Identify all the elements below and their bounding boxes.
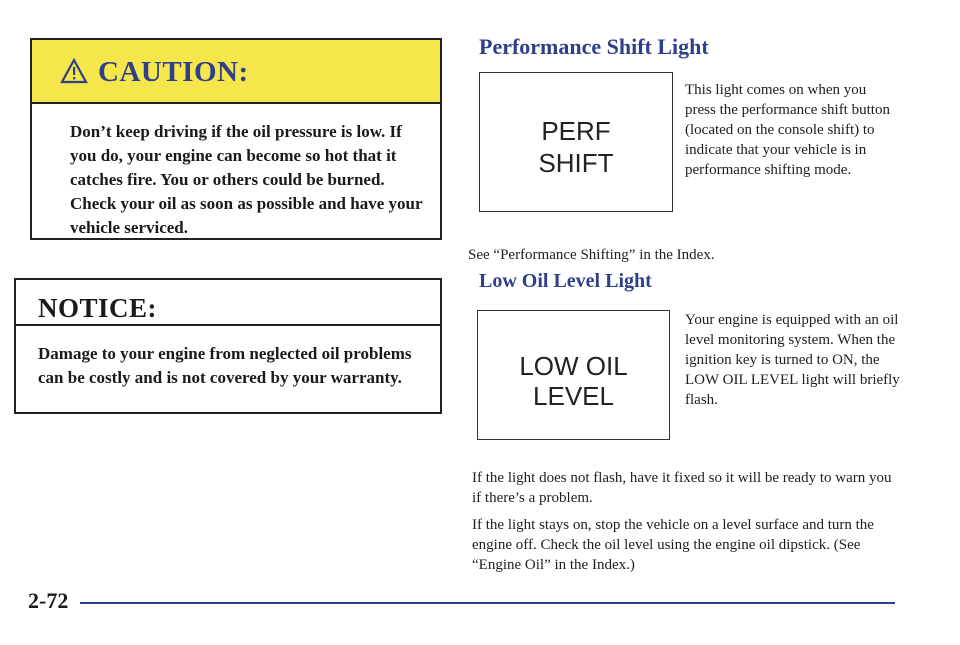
low-oil-lamp-line2: LEVEL	[533, 381, 614, 411]
warning-triangle-icon	[60, 58, 88, 84]
notice-divider	[16, 324, 440, 326]
caution-banner	[32, 40, 440, 104]
notice-title: NOTICE:	[38, 293, 158, 323]
caution-title: CAUTION:	[98, 56, 249, 88]
low-oil-paragraph-2: If the light stays on, stop the vehicle on a level surface and turn the engine off. Check the oil level using the engine oil dipstick. (See “Engine Oil” in the Index.)	[472, 517, 874, 573]
performance-shift-see-also: See “Performance Shifting” in the Index.	[468, 247, 715, 263]
low-oil-heading: Low Oil Level Light	[479, 270, 652, 292]
low-oil-paragraph-1: If the light does not flash, have it fixed so it will be ready to warn you if there’s a problem.	[472, 470, 892, 506]
performance-shift-heading: Performance Shift Light	[479, 34, 709, 59]
caution-text: Don’t keep driving if the oil pressure is low. If you do, your engine can become so hot that it catches fire. You or others could be burned. Check your oil as soon as possible and have your vehicle serviced.	[70, 122, 423, 237]
low-oil-description: Your engine is equipped with an oil level monitoring system. When the ignition key is turned to ON, the LOW OIL LEVEL light will briefly flash.	[685, 312, 900, 408]
perf-shift-lamp-label	[480, 115, 672, 179]
perf-shift-lamp	[479, 72, 673, 212]
notice-box	[14, 278, 442, 414]
low-oil-lamp-line1: LOW OIL	[519, 351, 628, 381]
low-oil-lamp	[477, 310, 670, 440]
footer-rule	[80, 602, 895, 604]
page-number: 2-72	[28, 588, 69, 613]
notice-text: Damage to your engine from neglected oil problems can be costly and is not covered by your warranty.	[38, 344, 412, 387]
performance-shift-description: This light comes on when you press the performance shift button (located on the console shift) to indicate that your vehicle is in performance shifting mode.	[685, 82, 890, 178]
caution-box	[30, 38, 442, 240]
perf-shift-lamp-line2: SHIFT	[538, 148, 614, 178]
perf-shift-lamp-line1: PERF	[541, 116, 611, 146]
low-oil-lamp-label	[478, 351, 669, 411]
